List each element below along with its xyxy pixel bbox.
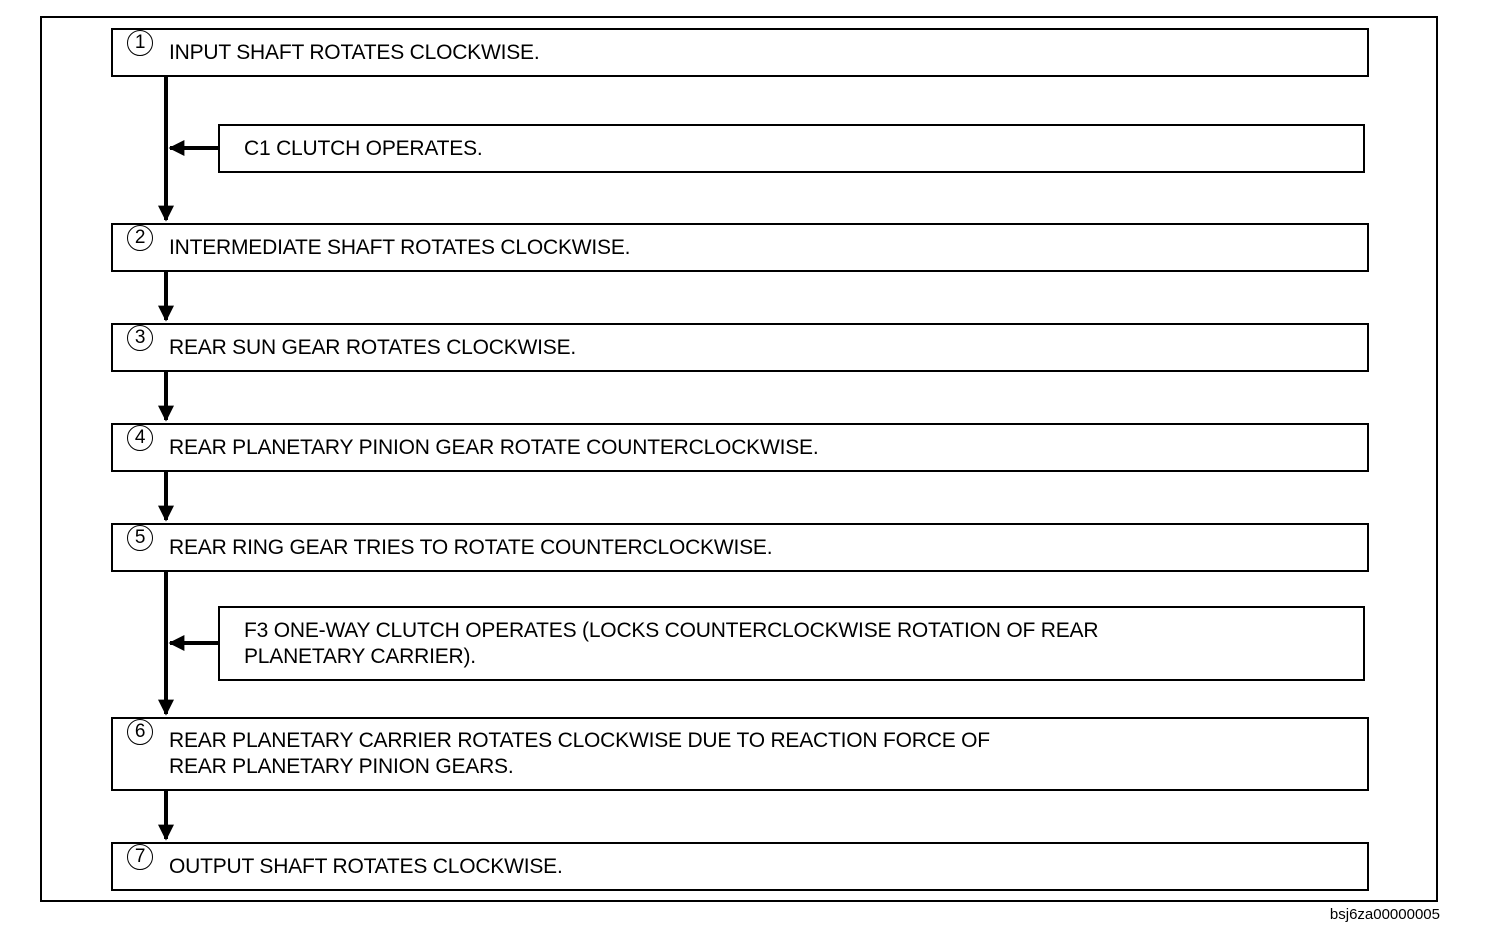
step-box-5 (111, 523, 1369, 572)
step-number: 6 (127, 719, 153, 745)
step-number: 4 (127, 425, 153, 451)
step-number: 7 (127, 844, 153, 870)
step-box-7 (111, 842, 1369, 891)
step-box-3 (111, 323, 1369, 372)
step-box-6 (111, 717, 1369, 791)
step-box-4 (111, 423, 1369, 472)
step-text: REAR PLANETARY PINION GEAR ROTATE COUNTERCLOCKWISE. (169, 435, 819, 459)
step-text: REAR PLANETARY CARRIER ROTATES CLOCKWISE DUE TO REACTION FORCE OF REAR PLANETARY PINION GEARS. (169, 729, 990, 778)
step-box-1 (111, 28, 1369, 77)
step-text: INTERMEDIATE SHAFT ROTATES CLOCKWISE. (169, 235, 631, 259)
condition-box-c1-clutch (218, 124, 1365, 173)
step-number: 1 (127, 30, 153, 56)
figure-code: bsj6za00000005 (1329, 906, 1440, 923)
step-box-2 (111, 223, 1369, 272)
step-text: INPUT SHAFT ROTATES CLOCKWISE. (169, 40, 540, 64)
condition-text: F3 ONE-WAY CLUTCH OPERATES (LOCKS COUNTERCLOCKWISE ROTATION OF REAR PLANETARY CARRIER). (244, 618, 1099, 668)
step-text: OUTPUT SHAFT ROTATES CLOCKWISE. (169, 854, 563, 878)
condition-text: C1 CLUTCH OPERATES. (244, 136, 483, 160)
step-number: 3 (127, 325, 153, 351)
step-text: REAR RING GEAR TRIES TO ROTATE COUNTERCLOCKWISE. (169, 535, 773, 559)
condition-box-f3-one-way-clutch (218, 606, 1365, 681)
step-number: 5 (127, 525, 153, 551)
step-number: 2 (127, 225, 153, 251)
step-text: REAR SUN GEAR ROTATES CLOCKWISE. (169, 335, 577, 359)
